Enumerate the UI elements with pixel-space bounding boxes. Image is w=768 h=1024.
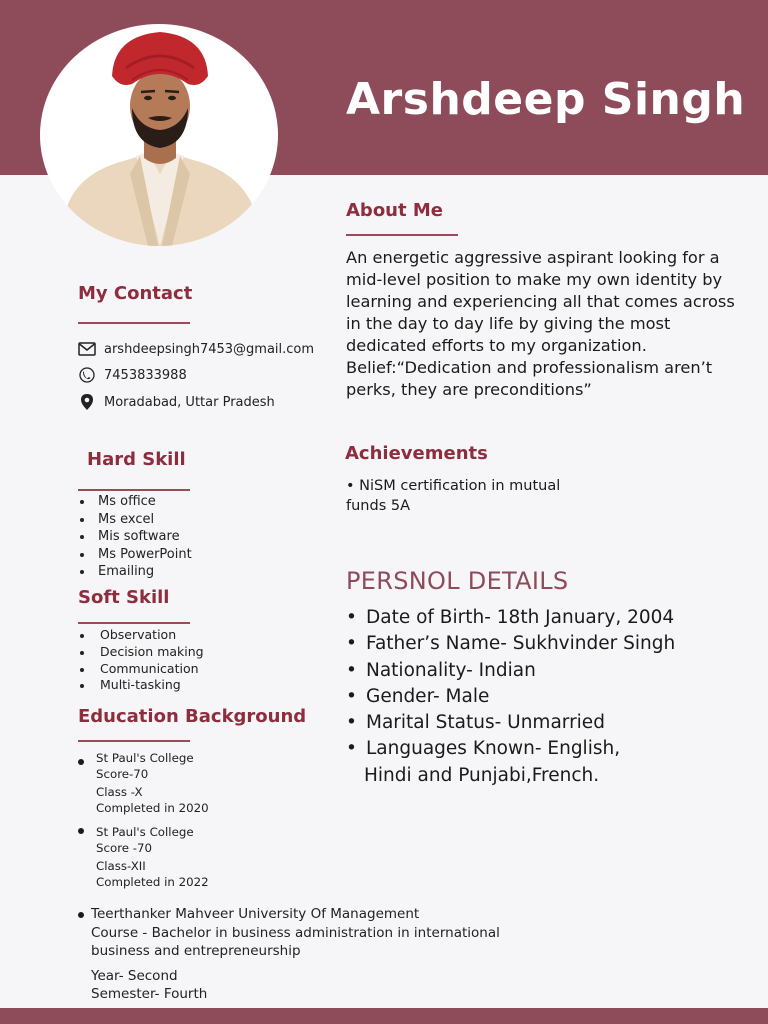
school-class: Class -X <box>96 785 143 799</box>
list-item: Multi-tasking <box>78 677 204 694</box>
personal-item: • Gender- Male <box>346 685 490 707</box>
contact-heading: My Contact <box>78 283 193 304</box>
list-item: Ms office <box>78 493 192 511</box>
about-line: perks, they are preconditions” <box>346 380 592 399</box>
school-class: Class-XII <box>96 859 146 873</box>
education-entry <box>96 824 209 890</box>
location-pin-icon <box>78 393 96 411</box>
about-heading: About Me <box>346 200 443 221</box>
mail-icon <box>78 340 96 358</box>
education-bullet <box>78 759 84 765</box>
about-text <box>346 247 766 401</box>
education-bullet <box>78 828 84 834</box>
soft-skill-list <box>78 627 204 694</box>
university-year: Year- Second <box>91 967 178 984</box>
personal-details-list <box>346 605 675 789</box>
contact-location <box>78 392 275 412</box>
personal-item: • Languages Known- English, <box>346 738 621 760</box>
hard-skill-list <box>78 493 192 581</box>
hard-skill-heading: Hard Skill <box>87 449 186 470</box>
education-divider <box>78 740 190 742</box>
phone-icon <box>78 366 96 384</box>
footer-band <box>0 1008 768 1024</box>
soft-skill-heading: Soft Skill <box>78 587 170 608</box>
list-item: Observation <box>78 627 204 644</box>
university-name: Teerthanker Mahveer University Of Management <box>91 906 420 922</box>
contact-email[interactable] <box>78 339 314 359</box>
list-item: Communication <box>78 661 204 678</box>
soft-skill-divider <box>78 622 190 624</box>
about-line: An energetic aggressive aspirant looking for a <box>346 248 720 267</box>
personal-item: • Marital Status- Unmarried <box>346 712 605 734</box>
achievement-item <box>346 476 560 516</box>
school-score: Score -70 <box>96 841 153 855</box>
education-heading: Education Background <box>78 706 307 727</box>
school-completed: Completed in 2022 <box>96 875 209 889</box>
candidate-name: Arshdeep Singh <box>346 74 746 125</box>
education-bullet <box>78 912 84 918</box>
about-divider <box>346 234 458 236</box>
school-name: St Paul's College <box>96 825 194 839</box>
personal-item: • Nationality- Indian <box>346 659 536 681</box>
list-item: Mis software <box>78 528 192 546</box>
achievements-heading: Achievements <box>345 443 488 464</box>
about-line: dedicated efforts to my organization. <box>346 336 647 355</box>
location-text: Moradabad, Uttar Pradesh <box>104 394 275 410</box>
university-course: business and entrepreneurship <box>91 943 301 959</box>
personal-heading: PERSNOL DETAILS <box>346 567 569 595</box>
school-completed: Completed in 2020 <box>96 801 209 815</box>
school-score: Score-70 <box>96 767 149 781</box>
email-text: arshdeepsingh7453@gmail.com <box>104 341 315 357</box>
phone-text: 7453833988 <box>104 367 187 383</box>
school-name: St Paul's College <box>96 751 194 765</box>
list-item: Emailing <box>78 563 192 581</box>
university-entry <box>91 905 500 1004</box>
hard-skill-divider <box>78 489 190 491</box>
personal-item: • Father’s Name- Sukhvinder Singh <box>346 633 676 655</box>
contact-phone[interactable] <box>78 365 187 385</box>
university-course: Course - Bachelor in business administration in international <box>91 924 500 941</box>
list-item: Ms PowerPoint <box>78 546 192 564</box>
about-line: in the day to day life by giving the most <box>346 314 671 333</box>
about-line: Belief:“Dedication and professionalism aren’t <box>346 358 713 377</box>
list-item: Decision making <box>78 644 204 661</box>
about-line: learning and experiencing all that comes across <box>346 292 735 311</box>
achievement-line: funds 5A <box>346 498 410 514</box>
about-line: mid-level position to make my own identity by <box>346 270 723 289</box>
contact-divider <box>78 322 190 324</box>
university-semester: Semester- Fourth <box>91 986 208 1002</box>
education-entry <box>96 750 209 816</box>
personal-item-continuation: Hindi and Punjabi,French. <box>364 764 600 786</box>
list-item: Ms excel <box>78 511 192 529</box>
personal-item: • Date of Birth- 18th January, 2004 <box>346 607 675 628</box>
profile-photo <box>40 24 278 246</box>
achievement-line: • NiSM certification in mutual <box>346 478 561 494</box>
